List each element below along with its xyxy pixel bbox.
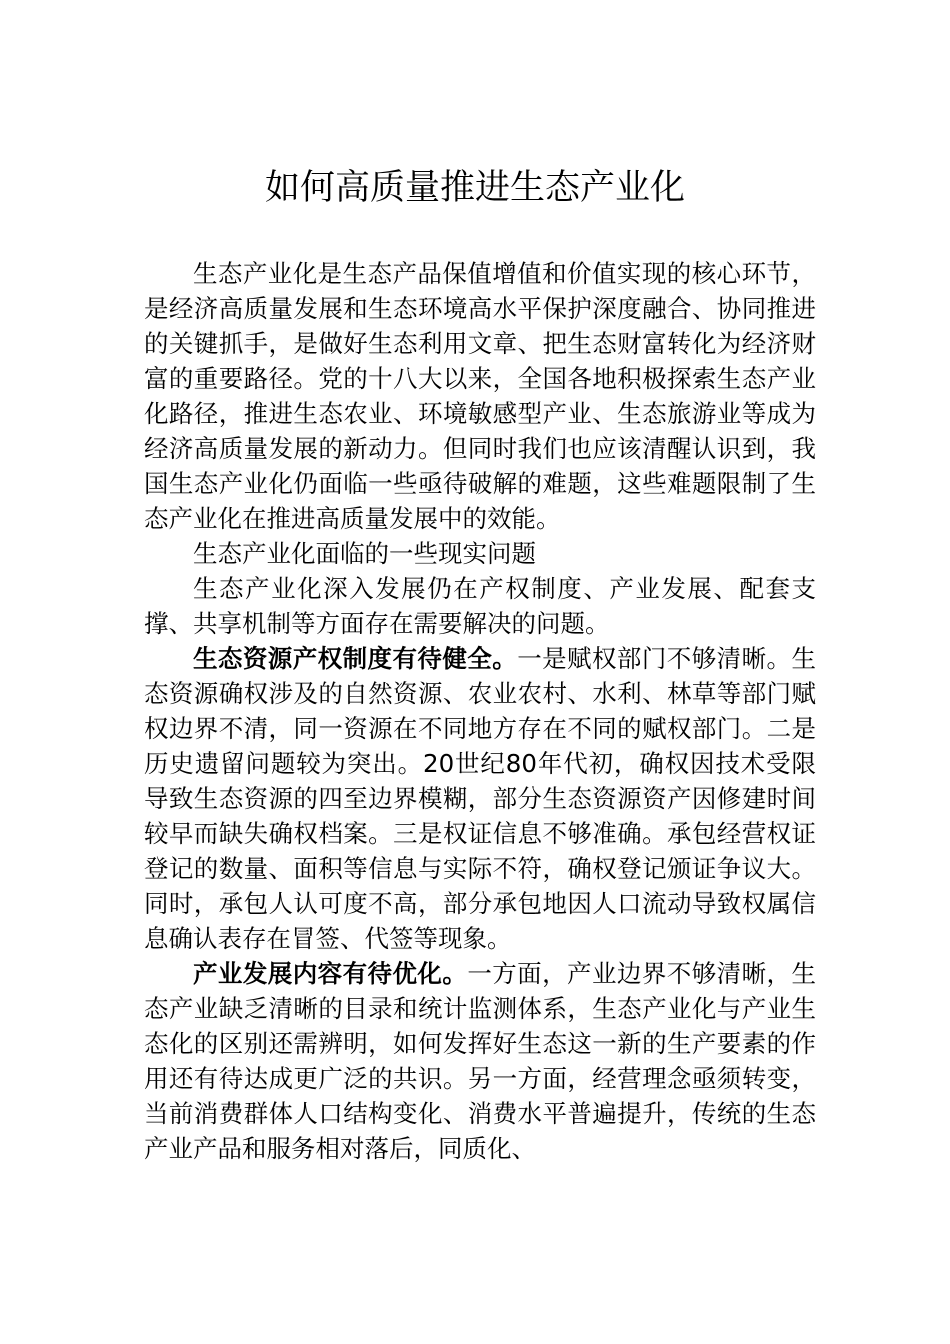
paragraph-text: 一方面，产业边界不够清晰，生态产业缺乏清晰的目录和统计监测体系，生态产业化与产业生态化的区别还需辨明，如何发挥好生态这一新的生产要素的作用还有待达成更广泛的共识。另一方面，经营理念亟须转变，当前消费群体人口结构变化、消费水平普遍提升，传统的生态产业产品和服务相对落后，同质化、 [144, 959, 816, 1163]
paragraph-lead: 生态资源产权制度有待健全。 [193, 644, 518, 673]
document-body [144, 256, 816, 1166]
section-heading [144, 536, 816, 571]
paragraph-industry-development [144, 956, 816, 1166]
paragraph-lead: 产业发展内容有待优化。 [193, 959, 468, 988]
paragraph-property-rights [144, 641, 816, 956]
paragraph-text: 生态产业化是生态产品保值增值和价值实现的核心环节，是经济高质量发展和生态环境高水平保护深度融合、协同推进的关键抓手，是做好生态利用文章、把生态财富转化为经济财富的重要路径。党的十八大以来，全国各地积极探索生态产业化路径，推进生态农业、环境敏感型产业、生态旅游业等成为经济高质量发展的新动力。但同时我们也应该清醒认识到，我国生态产业化仍面临一些亟待破解的难题，这些难题限制了生态产业化在推进高质量发展中的效能。 [144, 259, 816, 533]
paragraph-text: 生态产业化深入发展仍在产权制度、产业发展、配套支撑、共享机制等方面存在需要解决的问题。 [144, 574, 816, 638]
section-heading-text: 生态产业化面临的一些现实问题 [193, 539, 536, 568]
paragraph-intro [144, 256, 816, 536]
paragraph-overview [144, 571, 816, 641]
paragraph-text: 一是赋权部门不够清晰。生态资源确权涉及的自然资源、农业农村、水利、林草等部门赋权边界不清，同一资源在不同地方存在不同的赋权部门。二是历史遗留问题较为突出。20世纪80年代初，确权因技术受限导致生态资源的四至边界模糊，部分生态资源资产因修建时间较早而缺失确权档案。三是权证信息不够准确。承包经营权证登记的数量、面积等信息与实际不符，确权登记颁证争议大。同时，承包人认可度不高，部分承包地因人口流动导致权属信息确认表存在冒签、代签等现象。 [144, 644, 816, 953]
document-title: 如何高质量推进生态产业化 [264, 168, 685, 208]
